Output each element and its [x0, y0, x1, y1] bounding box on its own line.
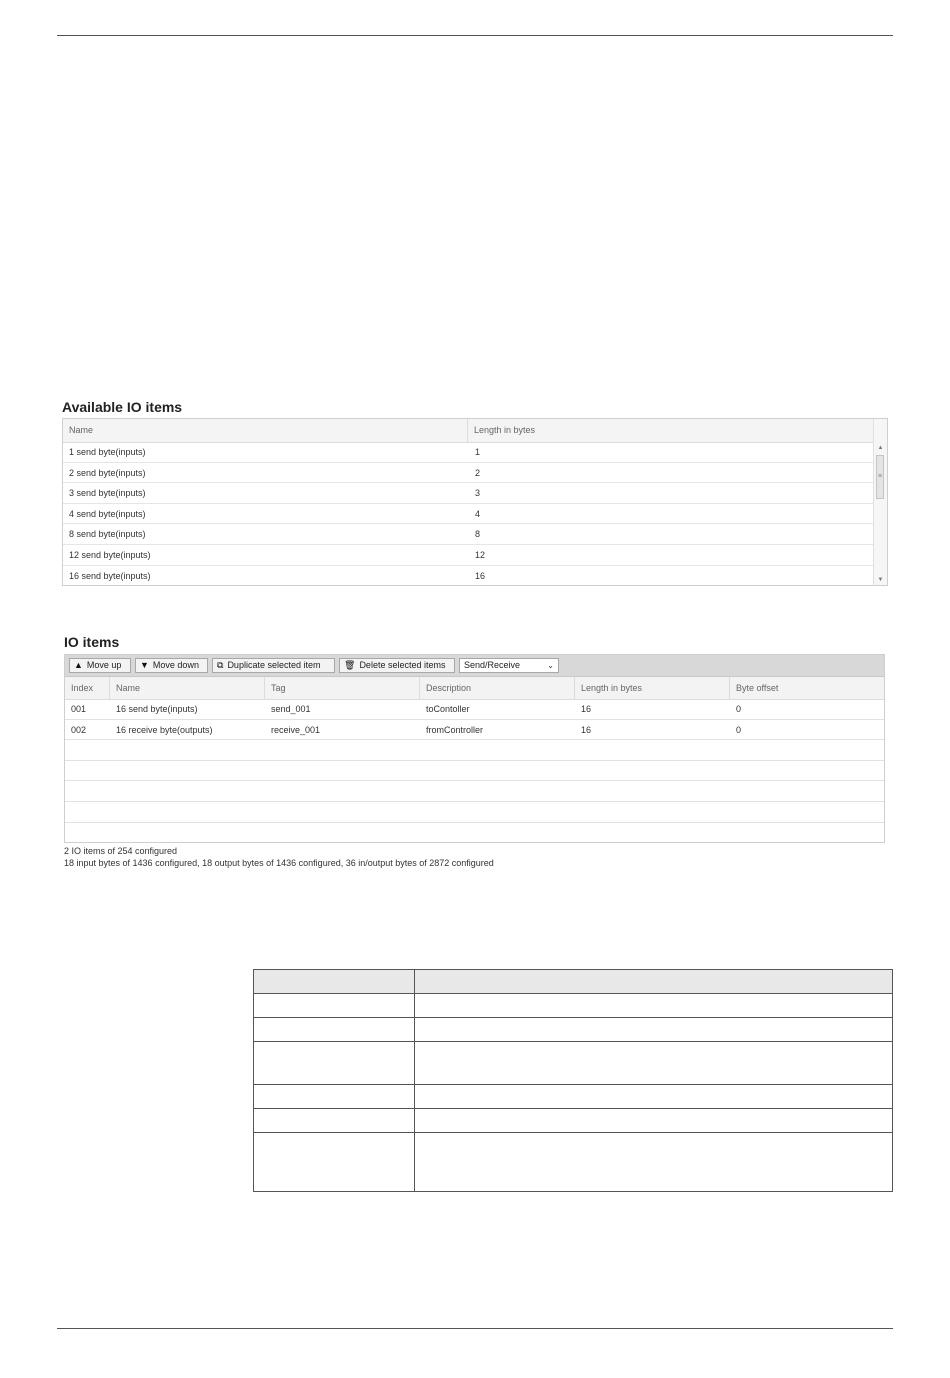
scroll-thumb[interactable]: ≡ [876, 455, 884, 499]
row-name: 16 send byte(inputs) [116, 704, 198, 714]
row-tag[interactable]: receive_001 [271, 724, 321, 735]
row-index: 001 [71, 704, 87, 714]
scroll-down-arrow-icon[interactable]: ▼ [877, 577, 884, 583]
available-item-length: 1 [475, 447, 481, 457]
available-item-length: 3 [475, 488, 481, 499]
triangle-up-icon: ▲ [74, 660, 83, 670]
column-header-length[interactable]: Length in bytes [474, 425, 536, 435]
available-item-name: 12 send byte(inputs) [69, 549, 151, 560]
cell [254, 1085, 415, 1109]
move-up-label: Move up [86, 660, 122, 670]
table-row[interactable] [65, 699, 884, 720]
column-header-description[interactable]: Description [420, 677, 575, 699]
available-item-name: 2 send byte(inputs) [69, 467, 146, 478]
move-down-button[interactable] [135, 658, 208, 673]
row-description[interactable]: toContoller [426, 704, 470, 714]
delete-selected-button[interactable] [339, 658, 455, 673]
empty-row [65, 740, 884, 761]
parameter-row [254, 1109, 893, 1133]
cell [254, 1042, 415, 1085]
available-item-row[interactable] [63, 524, 875, 545]
cell [415, 1042, 893, 1085]
column-header-length[interactable]: Length in bytes [575, 677, 730, 699]
mode-select[interactable] [459, 658, 559, 673]
empty-row [65, 781, 884, 802]
cell [415, 1133, 893, 1192]
cell [254, 994, 415, 1018]
available-item-row[interactable] [63, 483, 875, 504]
available-item-length: 2 [475, 467, 481, 478]
cell [415, 1109, 893, 1133]
column-header-name[interactable]: Name [63, 419, 468, 442]
io-items-grid [64, 654, 885, 843]
available-item-length: 12 [475, 549, 486, 560]
io-items-count-summary: 2 IO items of 254 configured [64, 846, 178, 856]
row-length: 16 [581, 724, 592, 735]
bottom-rule [57, 1328, 893, 1329]
cell [254, 1133, 415, 1192]
header-cell [415, 970, 893, 994]
available-item-name: 16 send byte(inputs) [69, 570, 151, 581]
cell [415, 1085, 893, 1109]
row-byte-offset: 0 [736, 704, 742, 714]
io-items-body [65, 699, 884, 843]
cell [415, 1018, 893, 1042]
io-items-toolbar [65, 655, 884, 677]
column-header-name[interactable]: Name [110, 677, 265, 699]
parameter-table-header [254, 970, 893, 994]
parameter-row [254, 1018, 893, 1042]
move-up-button[interactable] [69, 658, 131, 673]
row-tag[interactable]: send_001 [271, 704, 311, 714]
header-cell [254, 970, 415, 994]
move-down-label: Move down [152, 660, 199, 670]
parameter-row [254, 1133, 893, 1192]
empty-row [65, 823, 884, 843]
parameter-row [254, 1085, 893, 1109]
trash-icon: 🗑 [344, 660, 356, 670]
row-description[interactable]: fromController [426, 724, 484, 735]
empty-row [65, 761, 884, 782]
column-header-byte-offset[interactable]: Byte offset [730, 677, 885, 699]
column-header-index[interactable]: Index [65, 677, 110, 699]
available-item-length: 16 [475, 570, 486, 581]
available-item-row[interactable] [63, 463, 875, 484]
available-item-name: 4 send byte(inputs) [69, 508, 146, 519]
io-bytes-summary: 18 input bytes of 1436 configured, 18 output bytes of 1436 configured, 36 in/output bytes of 2872 configured [64, 858, 494, 868]
cell [254, 1018, 415, 1042]
available-item-name: 8 send byte(inputs) [69, 529, 146, 540]
table-row[interactable] [65, 720, 884, 741]
available-item-name: 3 send byte(inputs) [69, 488, 146, 499]
row-length: 16 [581, 704, 592, 714]
duplicate-icon: ⧉ [217, 660, 224, 670]
duplicate-selected-button[interactable] [212, 658, 335, 673]
row-index: 002 [71, 724, 87, 735]
available-item-name: 1 send byte(inputs) [69, 447, 146, 457]
parameter-row [254, 994, 893, 1018]
scroll-up-arrow-icon[interactable]: ▲ [877, 445, 884, 451]
available-item-length: 4 [475, 508, 481, 519]
empty-row [65, 802, 884, 823]
chevron-down-icon: ⌄ [547, 661, 554, 670]
delete-label: Delete selected items [359, 660, 446, 670]
io-items-header [65, 677, 884, 700]
vertical-scrollbar[interactable] [873, 419, 887, 585]
cell [415, 994, 893, 1018]
duplicate-label: Duplicate selected item [227, 660, 321, 670]
column-header-tag[interactable]: Tag [265, 677, 420, 699]
parameter-table [253, 969, 893, 1192]
row-byte-offset: 0 [736, 724, 742, 735]
available-item-length: 8 [475, 529, 481, 540]
available-table-body [63, 442, 875, 586]
available-io-items-title: Available IO items [62, 399, 183, 415]
cell [254, 1109, 415, 1133]
mode-select-value: Send/Receive [464, 660, 521, 670]
available-item-row[interactable] [63, 442, 875, 463]
available-item-row[interactable] [63, 566, 875, 586]
available-io-items-table [62, 418, 888, 586]
io-items-title: IO items [64, 634, 120, 650]
available-table-header [63, 419, 875, 443]
available-item-row[interactable] [63, 545, 875, 566]
triangle-down-icon: ▼ [140, 660, 149, 670]
row-name: 16 receive byte(outputs) [116, 724, 213, 735]
parameter-row [254, 1042, 893, 1085]
top-rule [57, 35, 893, 36]
available-item-row[interactable] [63, 504, 875, 525]
